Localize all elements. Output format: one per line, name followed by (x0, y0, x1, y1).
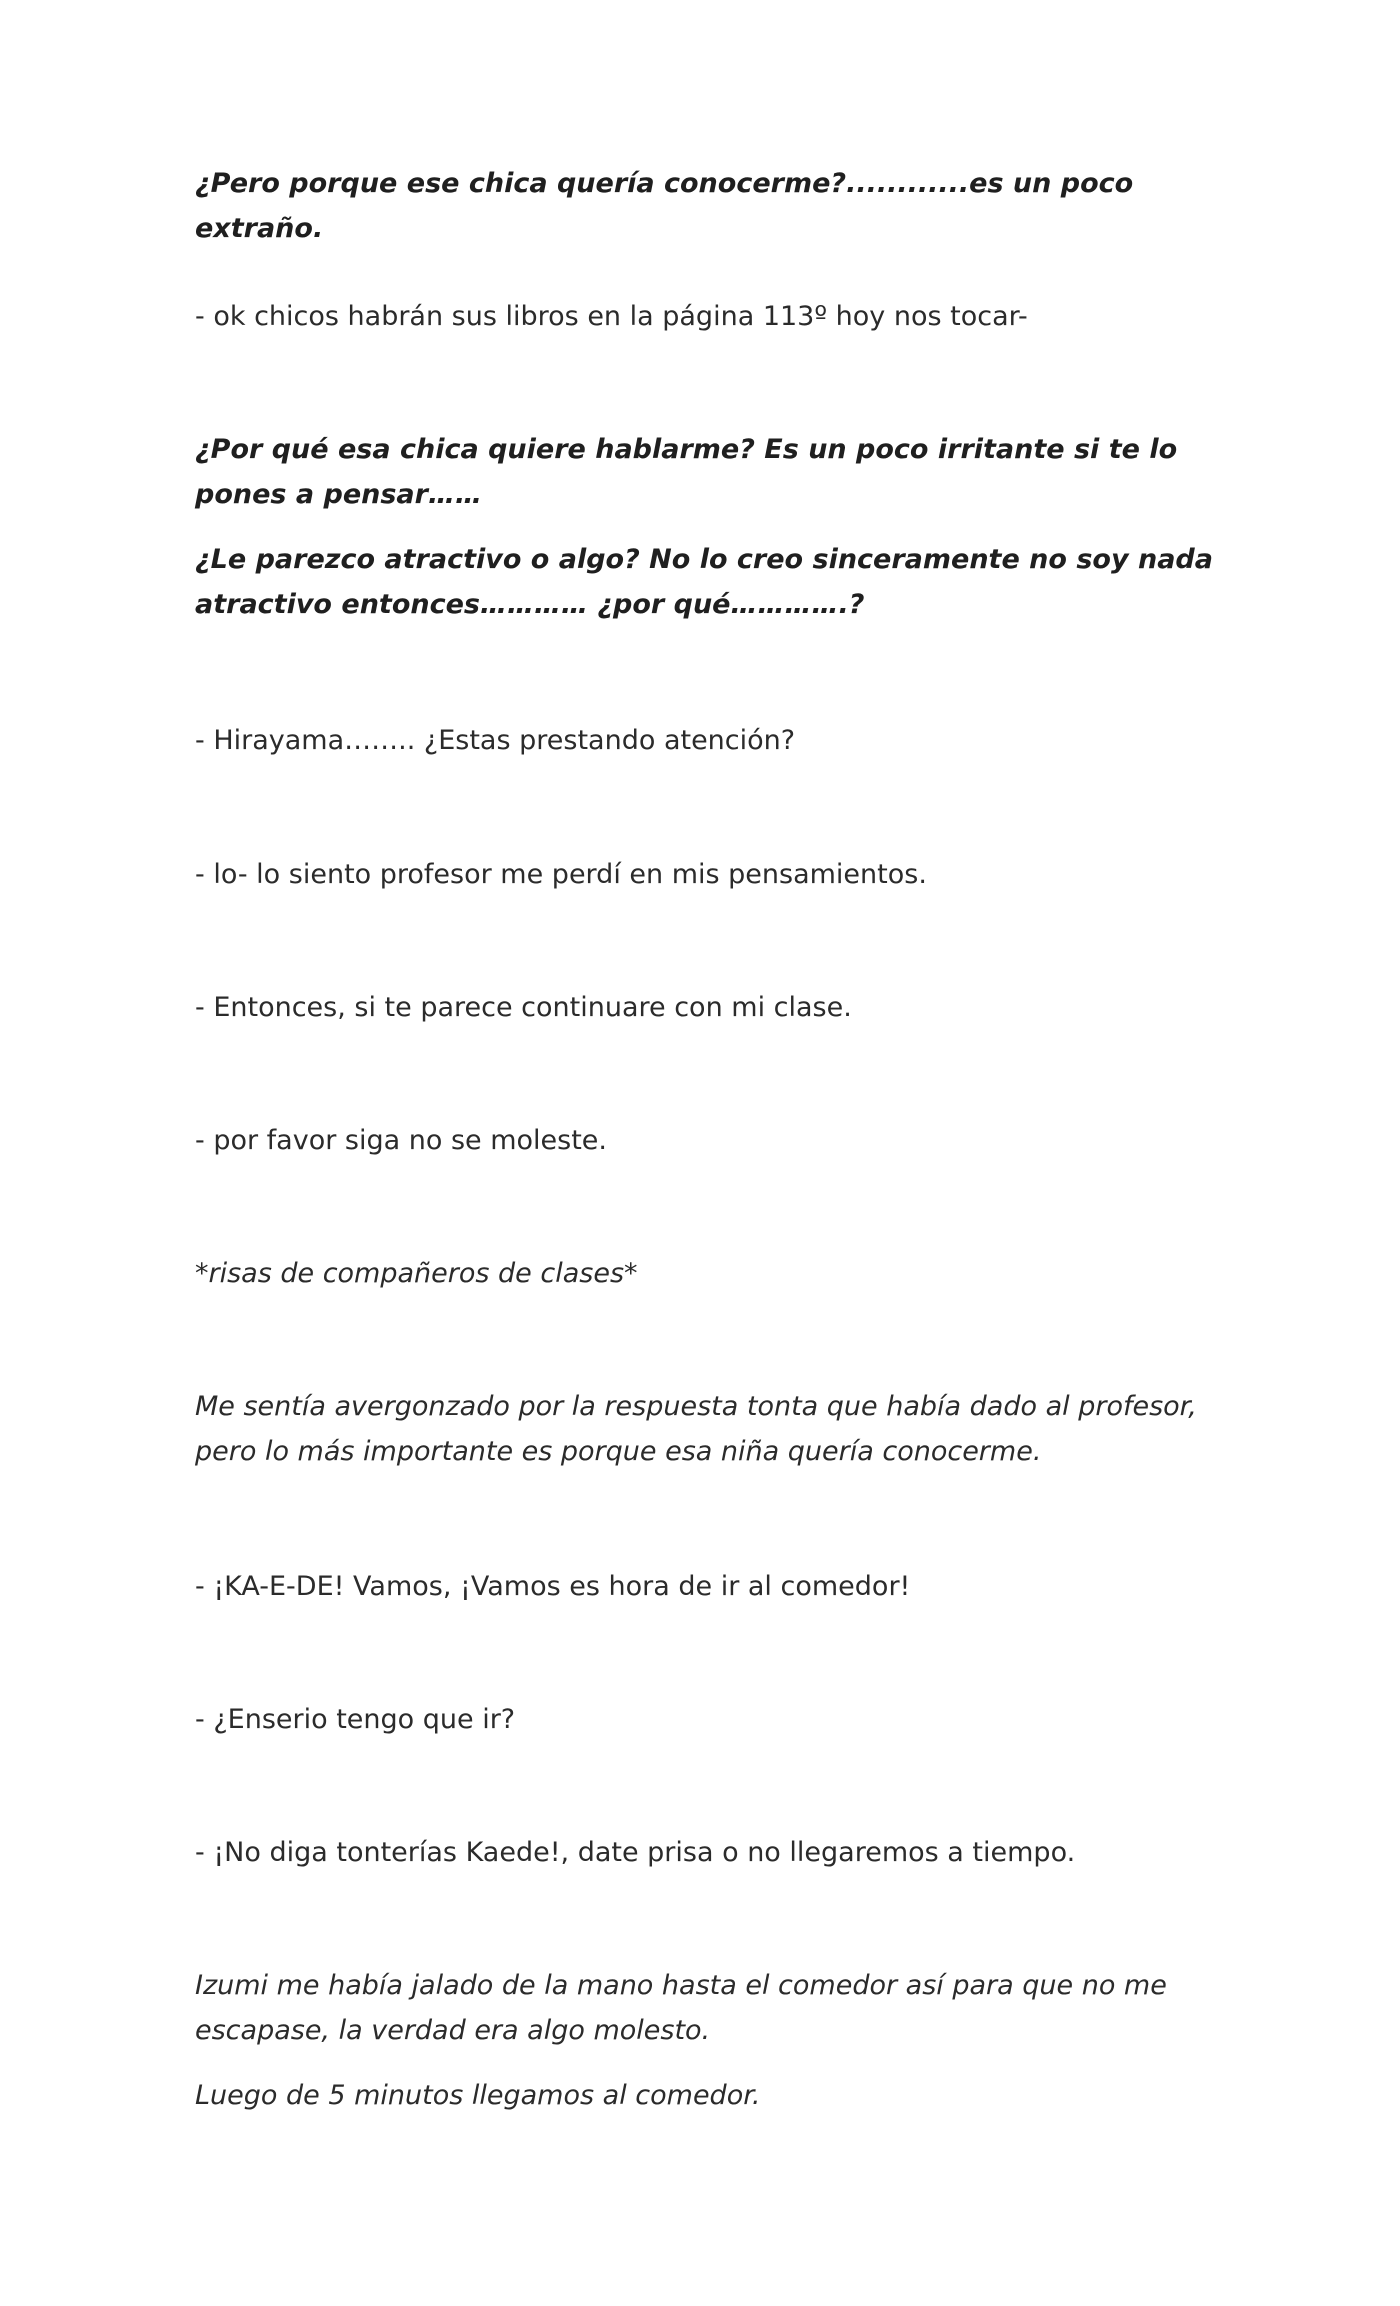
paragraph-13: - ¡No diga tonterías Kaede!, date prisa o no llegaremos a tiempo. (195, 1837, 1076, 1868)
paragraph-4: ¿Le parezco atractivo o algo? No lo creo sinceramente no soy nada atractivo entonces………… ¿por qué………….? (195, 544, 1213, 620)
paragraph-7: - Entonces, si te parece continuare con mi clase. (195, 992, 852, 1023)
paragraph-2: - ok chicos habrán sus libros en la página 113º hoy nos tocar- (195, 301, 1028, 332)
paragraph-12: - ¿Enserio tengo que ir? (195, 1704, 516, 1735)
paragraph-3: ¿Por qué esa chica quiere hablarme? Es un poco irritante si te lo pones a pensar…… (195, 434, 1178, 510)
paragraph-15: Luego de 5 minutos llegamos al comedor. (195, 2080, 761, 2111)
paragraph-11: - ¡KA-E-DE! Vamos, ¡Vamos es hora de ir al comedor! (195, 1571, 911, 1602)
paragraph-14: Izumi me había jalado de la mano hasta el comedor así para que no me escapase, la verdad era algo molesto. (195, 1970, 1167, 2046)
paragraph-9: *risas de compañeros de clases* (195, 1258, 638, 1289)
paragraph-5: - Hirayama…….. ¿Estas prestando atención? (195, 725, 796, 756)
paragraph-1: ¿Pero porque ese chica quería conocerme?............es un poco extraño. (195, 168, 1134, 244)
paragraph-10: Me sentía avergonzado por la respuesta tonta que había dado al profesor, pero lo más importante es porque esa niña quería conocerme. (195, 1391, 1197, 1467)
paragraph-6: - lo- lo siento profesor me perdí en mis pensamientos. (195, 859, 927, 890)
paragraph-8: - por favor siga no se moleste. (195, 1125, 607, 1156)
